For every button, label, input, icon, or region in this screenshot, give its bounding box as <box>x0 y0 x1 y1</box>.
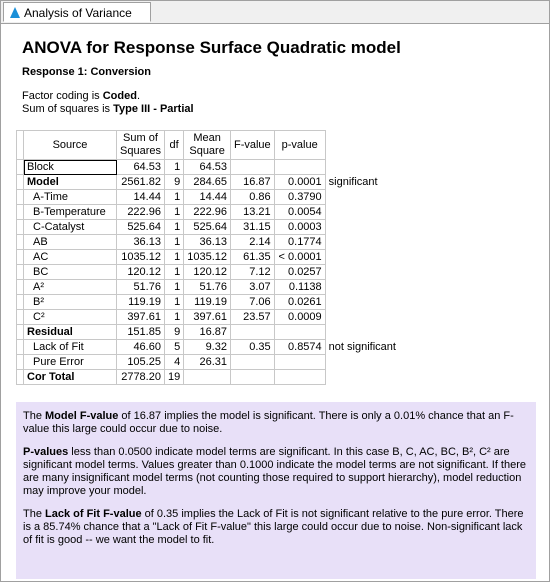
cell-p-value[interactable]: 0.8574 <box>274 340 325 355</box>
cell-source[interactable]: Lack of Fit <box>24 340 117 355</box>
table-body <box>17 160 413 385</box>
cell-df[interactable]: 1 <box>164 250 183 265</box>
cell-sum-of-squares[interactable]: 119.19 <box>117 295 165 310</box>
header-note <box>325 131 412 160</box>
cell-p-value[interactable]: 0.1774 <box>274 235 325 250</box>
cell-source[interactable]: A-Time <box>24 190 117 205</box>
cell-significance <box>325 220 412 235</box>
cell-f-value[interactable] <box>230 355 274 370</box>
table-row[interactable] <box>17 160 413 175</box>
cell-source[interactable]: B² <box>24 295 117 310</box>
table-row[interactable] <box>17 295 413 310</box>
table-row[interactable] <box>17 355 413 370</box>
table-row[interactable] <box>17 340 413 355</box>
model-f-explanation: The Model F-value of 16.87 implies the model is significant. There is only a 0.01% chance that an F-value this large could occur due to noise. <box>23 410 514 435</box>
anova-table <box>16 130 413 385</box>
cell-sum-of-squares[interactable]: 105.25 <box>117 355 165 370</box>
cell-source[interactable]: C-Catalyst <box>24 220 117 235</box>
cell-mean-square[interactable]: 1035.12 <box>184 250 231 265</box>
cell-sum-of-squares[interactable]: 64.53 <box>117 160 165 175</box>
cell-significance <box>325 295 412 310</box>
cell-significance <box>325 280 412 295</box>
cell-source[interactable]: Cor Total <box>24 370 117 385</box>
cell-significance <box>325 190 412 205</box>
cell-source[interactable]: A² <box>24 280 117 295</box>
cell-sum-of-squares[interactable]: 1035.12 <box>117 250 165 265</box>
cell-df[interactable]: 19 <box>164 370 183 385</box>
cell-mean-square[interactable]: 36.13 <box>184 235 231 250</box>
tab-label: Analysis of Variance <box>24 6 132 20</box>
header-sum-of-squares[interactable]: Sum of Squares <box>117 131 165 160</box>
table-row[interactable] <box>17 190 413 205</box>
cell-significance <box>325 205 412 220</box>
cell-df[interactable]: 1 <box>164 280 183 295</box>
response-heading: Response 1: Conversion <box>22 66 151 78</box>
cell-df[interactable]: 1 <box>164 295 183 310</box>
header-df[interactable]: df <box>164 131 183 160</box>
cell-f-value[interactable] <box>230 160 274 175</box>
cell-p-value[interactable]: 0.1138 <box>274 280 325 295</box>
table-row[interactable] <box>17 370 413 385</box>
cell-df[interactable]: 9 <box>164 325 183 340</box>
cell-df[interactable]: 1 <box>164 190 183 205</box>
cell-source[interactable]: Model <box>24 175 117 190</box>
cell-f-value[interactable] <box>230 370 274 385</box>
cell-p-value[interactable]: 0.0003 <box>274 220 325 235</box>
cell-significance <box>325 235 412 250</box>
row-gutter <box>17 235 24 250</box>
cell-df[interactable]: 1 <box>164 235 183 250</box>
cell-mean-square[interactable]: 397.61 <box>184 310 231 325</box>
row-gutter <box>17 280 24 295</box>
cell-f-value[interactable]: 31.15 <box>230 220 274 235</box>
table-header-row <box>17 131 413 160</box>
row-gutter <box>17 205 24 220</box>
cell-p-value[interactable]: < 0.0001 <box>274 250 325 265</box>
cell-significance <box>325 250 412 265</box>
cell-p-value[interactable] <box>274 370 325 385</box>
cell-mean-square[interactable]: 120.12 <box>184 265 231 280</box>
row-gutter <box>17 160 24 175</box>
cell-significance <box>325 370 412 385</box>
cell-sum-of-squares[interactable]: 120.12 <box>117 265 165 280</box>
cell-sum-of-squares[interactable]: 397.61 <box>117 310 165 325</box>
cell-significance: not significant <box>328 341 396 353</box>
header-mean-square[interactable]: Mean Square <box>184 131 231 160</box>
table-row[interactable] <box>17 220 413 235</box>
row-gutter <box>17 265 24 280</box>
triangle-icon <box>10 7 20 18</box>
cell-mean-square[interactable]: 525.64 <box>184 220 231 235</box>
cell-sum-of-squares[interactable]: 14.44 <box>117 190 165 205</box>
cell-df[interactable]: 1 <box>164 160 183 175</box>
cell-significance <box>325 265 412 280</box>
cell-p-value[interactable]: 0.0257 <box>274 265 325 280</box>
cell-p-value[interactable]: 0.0009 <box>274 310 325 325</box>
cell-f-value[interactable]: 0.86 <box>230 190 274 205</box>
tab-bar <box>1 1 549 24</box>
row-gutter <box>17 310 24 325</box>
cell-f-value[interactable]: 0.35 <box>230 340 274 355</box>
cell-df[interactable]: 1 <box>164 205 183 220</box>
cell-f-value[interactable]: 2.14 <box>230 235 274 250</box>
cell-sum-of-squares[interactable]: 525.64 <box>117 220 165 235</box>
cell-mean-square[interactable]: 26.31 <box>184 355 231 370</box>
cell-mean-square[interactable]: 51.76 <box>184 280 231 295</box>
cell-sum-of-squares[interactable]: 2561.82 <box>117 175 165 190</box>
cell-significance <box>325 310 412 325</box>
gutter-header <box>17 131 24 160</box>
cell-significance: significant <box>328 176 378 188</box>
table-row[interactable] <box>17 250 413 265</box>
cell-source[interactable]: AB <box>24 235 117 250</box>
sum-of-squares-line: Sum of squares is Type III - Partial <box>22 103 194 115</box>
cell-df[interactable]: 1 <box>164 265 183 280</box>
cell-source[interactable]: C² <box>24 310 117 325</box>
row-gutter <box>17 370 24 385</box>
cell-source[interactable]: Block <box>24 160 117 175</box>
cell-sum-of-squares[interactable]: 36.13 <box>117 235 165 250</box>
cell-f-value[interactable] <box>230 325 274 340</box>
row-gutter <box>17 325 24 340</box>
row-gutter <box>17 295 24 310</box>
cell-source[interactable]: BC <box>24 265 117 280</box>
cell-df[interactable]: 1 <box>164 310 183 325</box>
factor-coding-line: Factor coding is Coded. <box>22 90 140 102</box>
cell-df[interactable]: 5 <box>164 340 183 355</box>
cell-f-value[interactable]: 7.12 <box>230 265 274 280</box>
cell-sum-of-squares[interactable]: 51.76 <box>117 280 165 295</box>
cell-mean-square[interactable]: 119.19 <box>184 295 231 310</box>
cell-mean-square[interactable] <box>184 370 231 385</box>
cell-mean-square[interactable]: 9.32 <box>184 340 231 355</box>
cell-source[interactable]: Pure Error <box>24 355 117 370</box>
header-f-value[interactable]: F-value <box>230 131 274 160</box>
cell-sum-of-squares[interactable]: 46.60 <box>117 340 165 355</box>
tab-analysis-of-variance[interactable] <box>3 2 151 22</box>
cell-p-value[interactable]: 0.0054 <box>274 205 325 220</box>
cell-source[interactable]: B-Temperature <box>24 205 117 220</box>
cell-f-value[interactable]: 23.57 <box>230 310 274 325</box>
table-row[interactable] <box>17 325 413 340</box>
table-row[interactable] <box>17 310 413 325</box>
table-row[interactable] <box>17 280 413 295</box>
cell-p-value[interactable]: 0.0261 <box>274 295 325 310</box>
header-p-value[interactable]: p-value <box>274 131 325 160</box>
cell-sum-of-squares[interactable]: 151.85 <box>117 325 165 340</box>
table-row[interactable] <box>17 175 413 190</box>
cell-mean-square[interactable]: 14.44 <box>184 190 231 205</box>
cell-df[interactable]: 1 <box>164 220 183 235</box>
cell-significance <box>325 325 412 340</box>
cell-f-value[interactable]: 16.87 <box>230 175 274 190</box>
cell-f-value[interactable]: 7.06 <box>230 295 274 310</box>
cell-p-value[interactable]: 0.0001 <box>274 175 325 190</box>
cell-sum-of-squares[interactable]: 2778.20 <box>117 370 165 385</box>
explanation-panel <box>16 402 536 579</box>
row-gutter <box>17 250 24 265</box>
cell-p-value[interactable] <box>274 160 325 175</box>
cell-p-value[interactable]: 0.3790 <box>274 190 325 205</box>
table-row[interactable] <box>17 205 413 220</box>
cell-f-value[interactable]: 61.35 <box>230 250 274 265</box>
table-row[interactable] <box>17 235 413 250</box>
cell-mean-square[interactable]: 64.53 <box>184 160 231 175</box>
cell-sum-of-squares[interactable]: 222.96 <box>117 205 165 220</box>
cell-p-value[interactable] <box>274 355 325 370</box>
row-gutter <box>17 340 24 355</box>
row-gutter <box>17 220 24 235</box>
row-gutter <box>17 355 24 370</box>
row-gutter <box>17 175 24 190</box>
row-gutter <box>17 190 24 205</box>
p-values-explanation: P-values less than 0.0500 indicate model terms are significant. In this case B, C, AC, BC, B², C² are significant model terms. Values greater than 0.1000 indicate the model terms are not significant. If there are many insignificant model terms (not counting those required to support hierarchy), model reduction may improve your model. <box>23 446 527 497</box>
header-source[interactable]: Source <box>24 131 117 160</box>
cell-source[interactable]: Residual <box>24 325 117 340</box>
coding-info <box>22 90 194 116</box>
cell-f-value[interactable]: 13.21 <box>230 205 274 220</box>
table-row[interactable] <box>17 265 413 280</box>
cell-p-value[interactable] <box>274 325 325 340</box>
cell-f-value[interactable]: 3.07 <box>230 280 274 295</box>
cell-mean-square[interactable]: 222.96 <box>184 205 231 220</box>
cell-mean-square[interactable]: 16.87 <box>184 325 231 340</box>
lack-of-fit-explanation: The Lack of Fit F-value of 0.35 implies the Lack of Fit is not significant relative to the pure error. There is a 85.74% chance that a "Lack of Fit F-value" this large could occur due to noise. Non-significant lack of fit is good -- we want the model to fit. <box>23 508 524 546</box>
cell-df[interactable]: 9 <box>164 175 183 190</box>
cell-source[interactable]: AC <box>24 250 117 265</box>
cell-significance <box>325 160 412 175</box>
page-title: ANOVA for Response Surface Quadratic model <box>22 38 401 57</box>
cell-df[interactable]: 4 <box>164 355 183 370</box>
cell-significance <box>325 355 412 370</box>
cell-mean-square[interactable]: 284.65 <box>184 175 231 190</box>
